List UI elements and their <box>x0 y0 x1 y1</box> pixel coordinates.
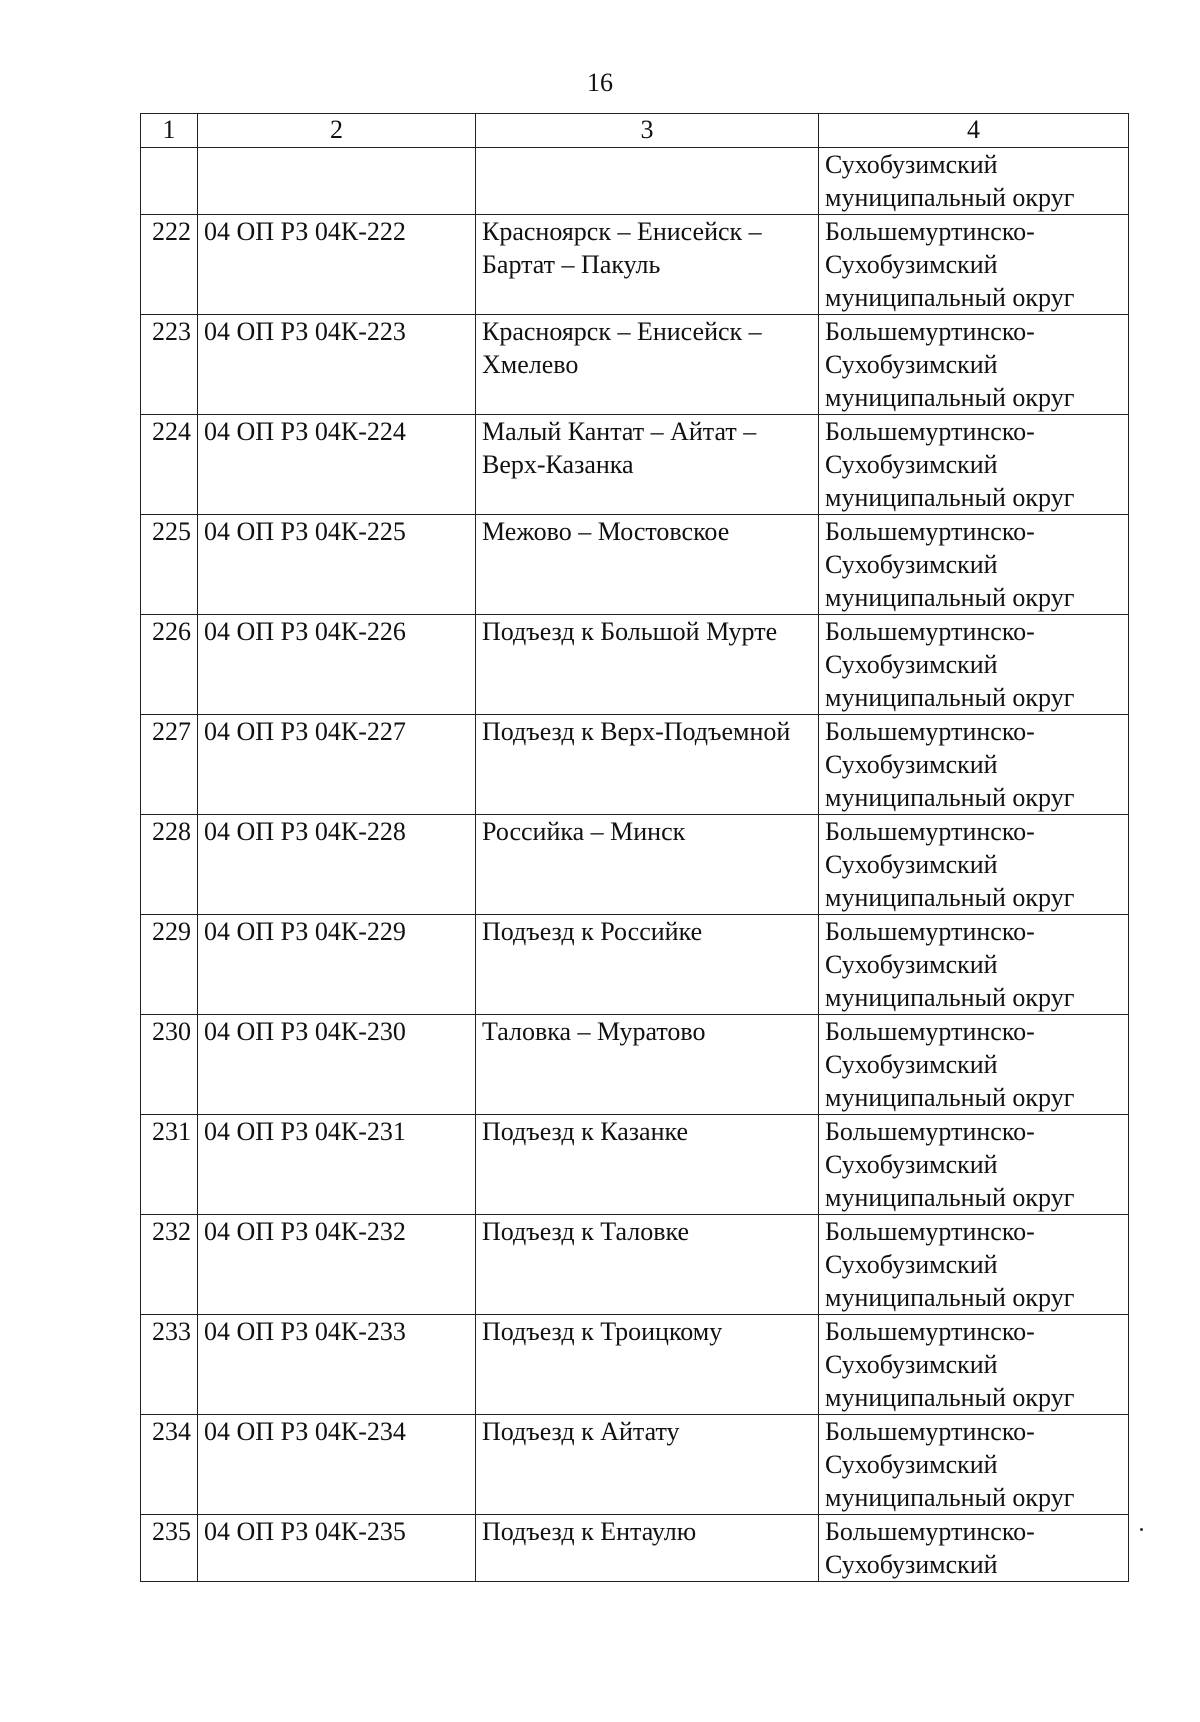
name-line: Подъезд к Айтату <box>482 1417 680 1446</box>
name-line: Красноярск – Енисейск – <box>482 217 762 246</box>
district-line: Сухобузимский <box>825 950 998 979</box>
page-number: 16 <box>587 68 613 97</box>
district-line: Сухобузимский <box>825 350 998 379</box>
district-line: Сухобузимский <box>825 850 998 879</box>
cell-num: 233 <box>141 1315 198 1415</box>
cell-code: 04 ОП РЗ 04К-229 <box>198 915 476 1015</box>
header-col-2: 2 <box>198 114 476 148</box>
continuation-row <box>141 148 1129 215</box>
cell-num: 222 <box>141 215 198 315</box>
cell-name <box>476 1215 819 1315</box>
table-row <box>141 1115 1129 1215</box>
cell-name <box>476 615 819 715</box>
cell-num: 228 <box>141 815 198 915</box>
name-line: Малый Кантат – Айтат – <box>482 417 757 446</box>
cell-name <box>476 215 819 315</box>
name-line: Хмелево <box>482 350 579 379</box>
cell-district <box>819 1415 1129 1515</box>
cell-district <box>819 1115 1129 1215</box>
district-line: Большемуртинско- <box>825 317 1035 346</box>
district-line: Большемуртинско- <box>825 717 1035 746</box>
district-line: Сухобузимский <box>825 650 998 679</box>
header-col-4: 4 <box>819 114 1129 148</box>
cell-name <box>476 1015 819 1115</box>
district-line: муниципальный округ <box>825 1483 1075 1512</box>
cell-district <box>819 1215 1129 1315</box>
district-line: Большемуртинско- <box>825 617 1035 646</box>
name-line: Бартат – Пакуль <box>482 250 661 279</box>
cell-name <box>476 815 819 915</box>
cell-num: 227 <box>141 715 198 815</box>
district-line: Сухобузимский <box>825 1150 998 1179</box>
name-line: Межово – Мостовское <box>482 517 730 546</box>
table-row <box>141 915 1129 1015</box>
district-line: Большемуртинско- <box>825 1317 1035 1346</box>
roads-table <box>140 113 1129 1582</box>
district-line: Большемуртинско- <box>825 217 1035 246</box>
district-line: муниципальный округ <box>825 1283 1075 1312</box>
cell-name <box>476 315 819 415</box>
cell-name <box>476 1415 819 1515</box>
cell-code: 04 ОП РЗ 04К-232 <box>198 1215 476 1315</box>
district-line: муниципальный округ <box>825 783 1075 812</box>
table-row <box>141 415 1129 515</box>
name-line: Подъезд к Большой Мурте <box>482 617 778 646</box>
district-line: Сухобузимский <box>825 1050 998 1079</box>
district-line: Сухобузимский <box>825 150 998 179</box>
name-line: Подъезд к Российке <box>482 917 703 946</box>
cell-code: 04 ОП РЗ 04К-224 <box>198 415 476 515</box>
district-line: Сухобузимский <box>825 750 998 779</box>
district-line: Сухобузимский <box>825 250 998 279</box>
district-line: муниципальный округ <box>825 483 1075 512</box>
cell-name <box>476 715 819 815</box>
table-row <box>141 1215 1129 1315</box>
table-row <box>141 1415 1129 1515</box>
cell-num: 229 <box>141 915 198 1015</box>
cell-code <box>198 148 476 215</box>
district-line: муниципальный округ <box>825 583 1075 612</box>
table-row <box>141 715 1129 815</box>
district-line: Большемуртинско- <box>825 1117 1035 1146</box>
cell-district <box>819 715 1129 815</box>
cell-district <box>819 1315 1129 1415</box>
district-line: Сухобузимский <box>825 550 998 579</box>
cell-num: 225 <box>141 515 198 615</box>
district-line: Большемуртинско- <box>825 1017 1035 1046</box>
district-line: Большемуртинско- <box>825 1417 1035 1446</box>
cell-num: 224 <box>141 415 198 515</box>
district-line: Большемуртинско- <box>825 517 1035 546</box>
name-line: Подъезд к Верх-Подъемной <box>482 717 791 746</box>
table-row <box>141 615 1129 715</box>
cell-name <box>476 1315 819 1415</box>
district-line: Сухобузимский <box>825 1450 998 1479</box>
cell-code: 04 ОП РЗ 04К-228 <box>198 815 476 915</box>
cell-code: 04 ОП РЗ 04К-230 <box>198 1015 476 1115</box>
district-line: Сухобузимский <box>825 1350 998 1379</box>
cell-num: 234 <box>141 1415 198 1515</box>
district-line: муниципальный округ <box>825 983 1075 1012</box>
district-line: Большемуртинско- <box>825 1217 1035 1246</box>
district-line: Большемуртинско- <box>825 917 1035 946</box>
district-line: муниципальный округ <box>825 1183 1075 1212</box>
district-line: муниципальный округ <box>825 383 1075 412</box>
district-line: муниципальный округ <box>825 683 1075 712</box>
table-row <box>141 1015 1129 1115</box>
cell-name <box>476 915 819 1015</box>
cell-district <box>819 815 1129 915</box>
cell-district <box>819 515 1129 615</box>
cell-code: 04 ОП РЗ 04К-234 <box>198 1415 476 1515</box>
header-col-3: 3 <box>476 114 819 148</box>
name-line: Подъезд к Таловке <box>482 1217 689 1246</box>
header-row <box>141 114 1129 148</box>
cell-num: 235 <box>141 1515 198 1582</box>
name-line: Российка – Минск <box>482 817 686 846</box>
cell-district <box>819 215 1129 315</box>
cell-district <box>819 148 1129 215</box>
district-line: муниципальный округ <box>825 883 1075 912</box>
cell-num: 231 <box>141 1115 198 1215</box>
header-col-1: 1 <box>141 114 198 148</box>
cell-num: 230 <box>141 1015 198 1115</box>
table-row <box>141 1315 1129 1415</box>
district-line: муниципальный округ <box>825 283 1075 312</box>
table-row <box>141 315 1129 415</box>
district-line: муниципальный округ <box>825 183 1075 212</box>
cell-code: 04 ОП РЗ 04К-223 <box>198 315 476 415</box>
scan-speck <box>1140 1528 1143 1531</box>
district-line: Большемуртинско- <box>825 817 1035 846</box>
district-line: Сухобузимский <box>825 450 998 479</box>
name-line: Красноярск – Енисейск – <box>482 317 762 346</box>
cell-district <box>819 615 1129 715</box>
name-line: Таловка – Муратово <box>482 1017 706 1046</box>
name-line: Подъезд к Казанке <box>482 1117 689 1146</box>
cell-code: 04 ОП РЗ 04К-231 <box>198 1115 476 1215</box>
cell-district <box>819 315 1129 415</box>
district-line: Сухобузимский <box>825 1550 998 1579</box>
cell-name <box>476 1115 819 1215</box>
district-line: Сухобузимский <box>825 1250 998 1279</box>
cell-district <box>819 915 1129 1015</box>
cell-num: 226 <box>141 615 198 715</box>
cell-num <box>141 148 198 215</box>
table-row <box>141 215 1129 315</box>
cell-code: 04 ОП РЗ 04К-226 <box>198 615 476 715</box>
table-header <box>141 114 1129 148</box>
cell-code: 04 ОП РЗ 04К-225 <box>198 515 476 615</box>
cell-name <box>476 415 819 515</box>
cell-num: 232 <box>141 1215 198 1315</box>
district-line: Большемуртинско- <box>825 417 1035 446</box>
name-line: Подъезд к Троицкому <box>482 1317 723 1346</box>
table-row <box>141 815 1129 915</box>
cell-district <box>819 1015 1129 1115</box>
cell-name <box>476 1515 819 1582</box>
cell-name <box>476 515 819 615</box>
district-line: Большемуртинско- <box>825 1517 1035 1546</box>
district-line: муниципальный округ <box>825 1383 1075 1412</box>
cell-district <box>819 415 1129 515</box>
cell-code: 04 ОП РЗ 04К-233 <box>198 1315 476 1415</box>
table-row <box>141 1515 1129 1582</box>
cell-code: 04 ОП РЗ 04К-227 <box>198 715 476 815</box>
name-line: Верх-Казанка <box>482 450 634 479</box>
cell-name <box>476 148 819 215</box>
cell-code: 04 ОП РЗ 04К-222 <box>198 215 476 315</box>
cell-district <box>819 1515 1129 1582</box>
name-line: Подъезд к Ентаулю <box>482 1517 697 1546</box>
table-row <box>141 515 1129 615</box>
cell-num: 223 <box>141 315 198 415</box>
table-body <box>141 148 1129 1582</box>
cell-code: 04 ОП РЗ 04К-235 <box>198 1515 476 1582</box>
district-line: муниципальный округ <box>825 1083 1075 1112</box>
